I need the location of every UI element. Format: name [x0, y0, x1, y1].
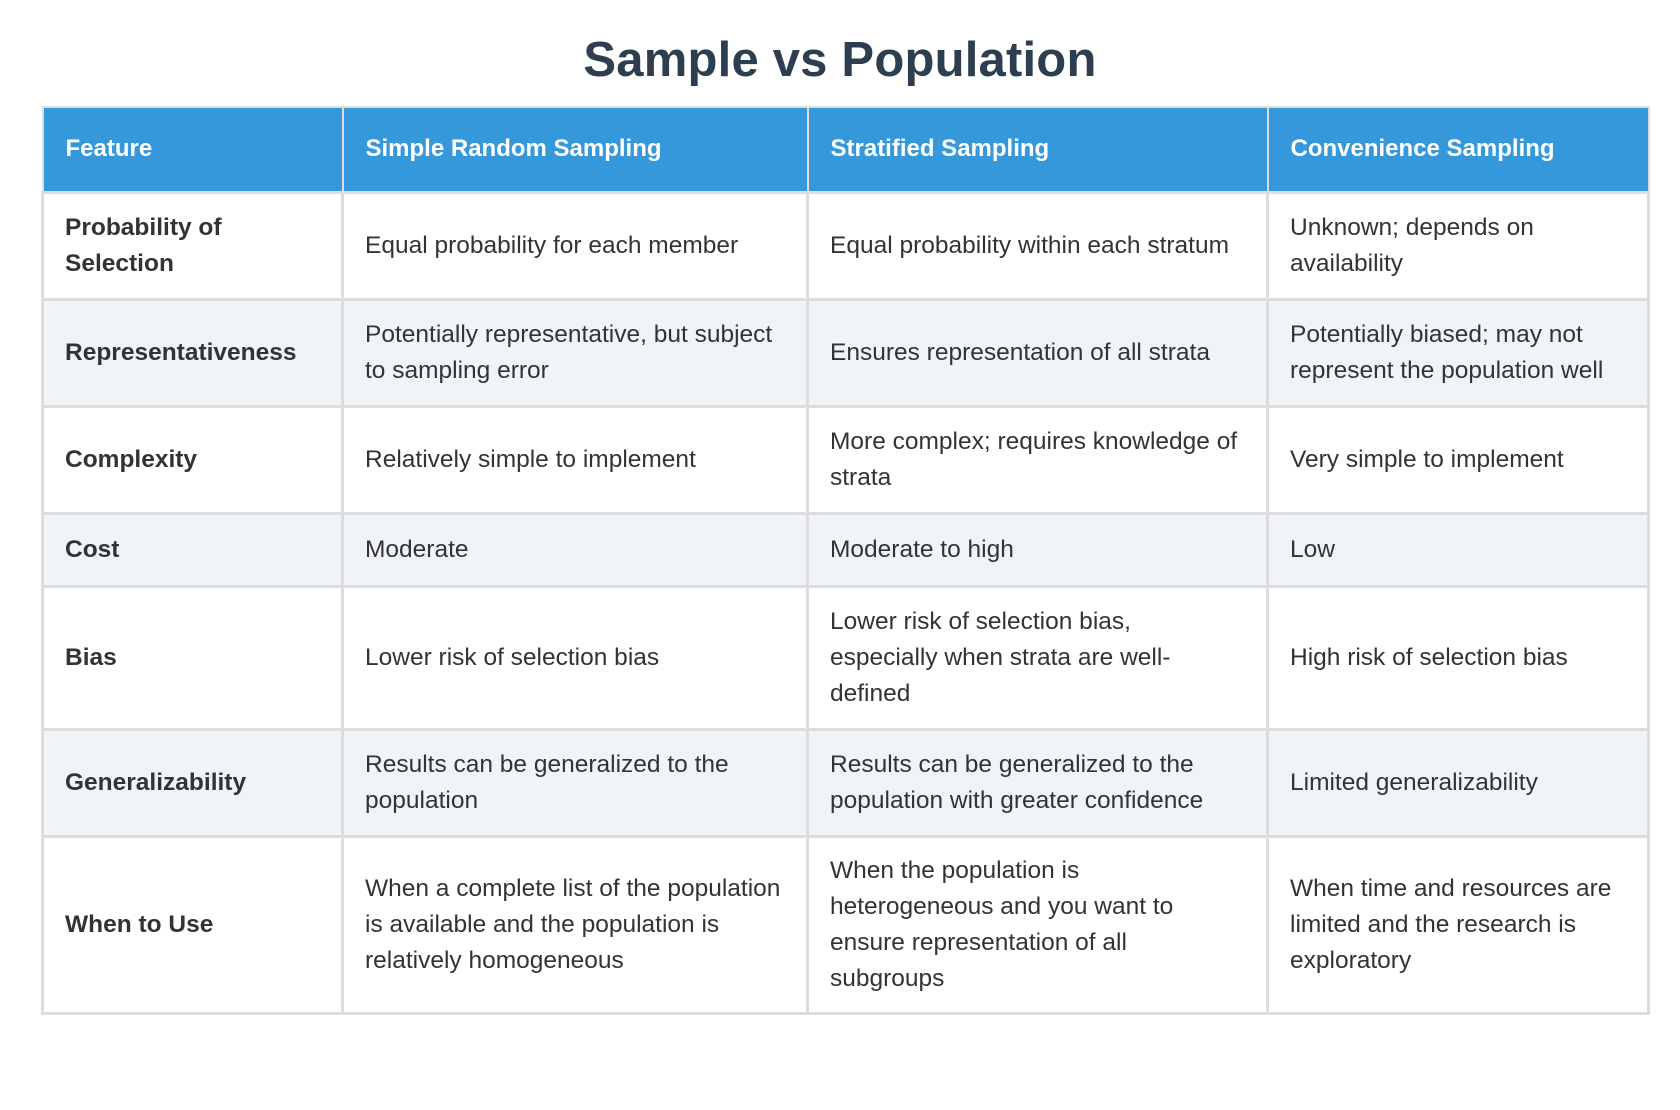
stratified-cell: Results can be generalized to the population with greater confidence — [808, 729, 1268, 836]
row-feature-cell: Representativeness — [43, 299, 343, 406]
table-row — [43, 192, 1649, 299]
comparison-table — [41, 106, 1650, 1015]
table-header-row — [43, 107, 1649, 192]
row-feature-cell: Complexity — [43, 406, 343, 513]
convenience-cell: Very simple to implement — [1268, 406, 1649, 513]
header-simple-random-sampling: Simple Random Sampling — [343, 107, 808, 192]
convenience-cell: Unknown; depends on availability — [1268, 192, 1649, 299]
convenience-cell: Potentially biased; may not represent the population well — [1268, 299, 1649, 406]
stratified-cell: Ensures representation of all strata — [808, 299, 1268, 406]
row-feature-cell: Bias — [43, 586, 343, 729]
table-row — [43, 836, 1649, 1013]
simple-random-cell: When a complete list of the population is available and the population is relatively homogeneous — [343, 836, 808, 1013]
table-row — [43, 586, 1649, 729]
table-row — [43, 513, 1649, 586]
header-convenience-sampling: Convenience Sampling — [1268, 107, 1649, 192]
row-feature-cell: Cost — [43, 513, 343, 586]
simple-random-cell: Relatively simple to implement — [343, 406, 808, 513]
stratified-cell: Lower risk of selection bias, especially when strata are well-defined — [808, 586, 1268, 729]
page-title: Sample vs Population — [583, 33, 1097, 87]
simple-random-cell: Moderate — [343, 513, 808, 586]
header-feature: Feature — [43, 107, 343, 192]
convenience-cell: When time and resources are limited and the research is exploratory — [1268, 836, 1649, 1013]
row-feature-cell: Generalizability — [43, 729, 343, 836]
row-feature-cell: Probability of Selection — [43, 192, 343, 299]
header-stratified-sampling: Stratified Sampling — [808, 107, 1268, 192]
simple-random-cell: Equal probability for each member — [343, 192, 808, 299]
stratified-cell: Equal probability within each stratum — [808, 192, 1268, 299]
simple-random-cell: Potentially representative, but subject to sampling error — [343, 299, 808, 406]
table-row — [43, 729, 1649, 836]
row-feature-cell: When to Use — [43, 836, 343, 1013]
stratified-cell: Moderate to high — [808, 513, 1268, 586]
stratified-cell: When the population is heterogeneous and you want to ensure representation of all subgroups — [808, 836, 1268, 1013]
simple-random-cell: Results can be generalized to the population — [343, 729, 808, 836]
stratified-cell: More complex; requires knowledge of strata — [808, 406, 1268, 513]
table-row — [43, 299, 1649, 406]
convenience-cell: Limited generalizability — [1268, 729, 1649, 836]
simple-random-cell: Lower risk of selection bias — [343, 586, 808, 729]
convenience-cell: High risk of selection bias — [1268, 586, 1649, 729]
convenience-cell: Low — [1268, 513, 1649, 586]
table-row — [43, 406, 1649, 513]
